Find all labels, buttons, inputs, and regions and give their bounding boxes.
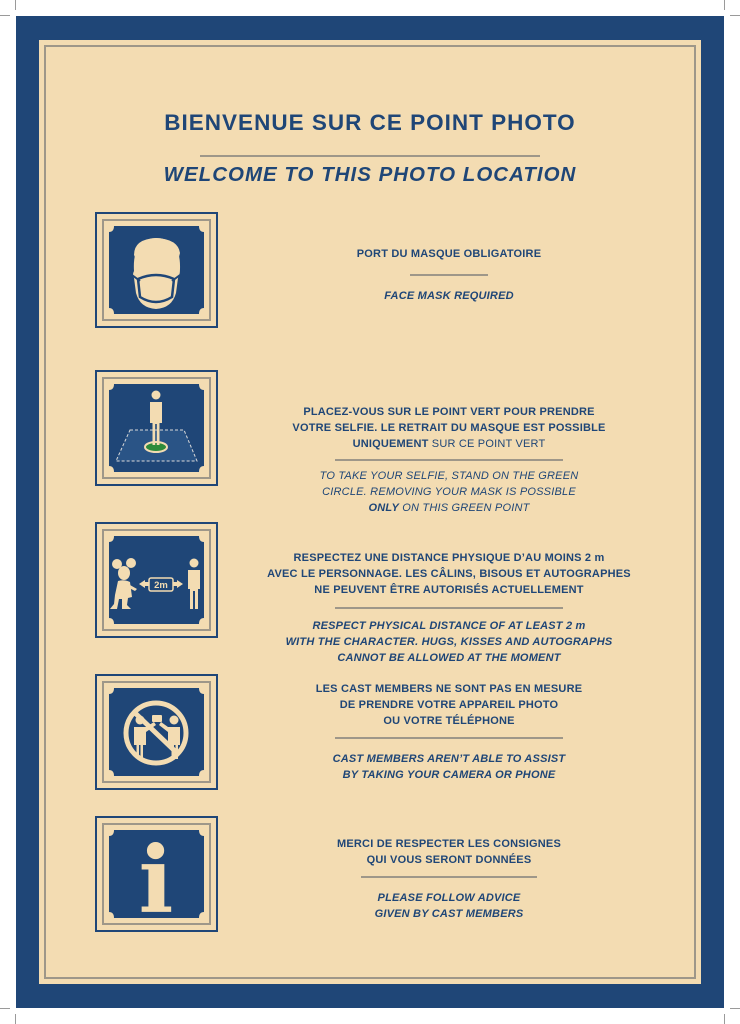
rule-no-camera-french: LES CAST MEMBERS NE SONT PAS EN MESURE DE PRENDRE VOTRE APPAREIL PHOTO OU VOTRE TÉLÉPHONE bbox=[315, 683, 583, 727]
rule-divider bbox=[335, 737, 563, 739]
rule-divider bbox=[361, 876, 537, 878]
rule-mask-text bbox=[259, 246, 639, 304]
sign-panel bbox=[39, 40, 701, 984]
title-divider bbox=[200, 155, 540, 157]
title-english: WELCOME TO THIS PHOTO LOCATION bbox=[163, 163, 577, 186]
rule-green-point-text bbox=[259, 404, 639, 516]
green-point-icon bbox=[94, 369, 219, 487]
photo-location-sign bbox=[16, 16, 724, 1008]
rule-divider bbox=[335, 607, 563, 609]
rule-no-camera-english: CAST MEMBERS AREN’T ABLE TO ASSIST BY TAKING YOUR CAMERA OR PHONE bbox=[332, 753, 566, 781]
info-icon bbox=[94, 815, 219, 933]
rule-info-english: PLEASE FOLLOW ADVICE GIVEN BY CAST MEMBERS bbox=[374, 892, 524, 920]
rule-distance-english: RESPECT PHYSICAL DISTANCE OF AT LEAST 2 m WITH THE CHARACTER. HUGS, KISSES AND AUTOGRAPHS CANNOT BE ALLOWED AT THE MOMENT bbox=[285, 620, 613, 664]
title-french: BIENVENUE SUR CE POINT PHOTO bbox=[164, 110, 576, 135]
rule-divider bbox=[410, 274, 488, 276]
crop-mark bbox=[730, 15, 740, 16]
rule-mask-french: PORT DU MASQUE OBLIGATOIRE bbox=[356, 248, 542, 260]
crop-mark bbox=[724, 0, 725, 10]
rule-distance-french: RESPECTEZ UNE DISTANCE PHYSIQUE D’AU MOINS 2 m AVEC LE PERSONNAGE. LES CÂLINS, BISOUS ET AUTOGRAPHES NE PEUVENT ÊTRE AUTORISÉS ACTUELLEMENT bbox=[267, 552, 631, 596]
crop-mark bbox=[0, 1008, 10, 1009]
rule-no-camera-text bbox=[259, 681, 639, 783]
face-mask-icon bbox=[94, 211, 219, 329]
rule-green-point-english: TO TAKE YOUR SELFIE, STAND ON THE GREEN CIRCLE. REMOVING YOUR MASK IS POSSIBLE ONLY ON THIS GREEN POINT bbox=[319, 470, 579, 514]
crop-mark bbox=[724, 1014, 725, 1024]
crop-mark bbox=[0, 15, 10, 16]
rule-distance-text bbox=[249, 550, 649, 666]
crop-mark bbox=[730, 1008, 740, 1009]
rule-green-point-french: PLACEZ-VOUS SUR LE POINT VERT POUR PRENDRE VOTRE SELFIE. LE RETRAIT DU MASQUE EST POSSIBLE UNIQUEMENT SUR CE POINT VERT bbox=[292, 406, 606, 450]
rule-divider bbox=[335, 459, 563, 461]
rule-info-text bbox=[259, 836, 639, 922]
crop-mark bbox=[15, 0, 16, 10]
distance-icon bbox=[94, 521, 219, 639]
rule-mask-english: FACE MASK REQUIRED bbox=[384, 290, 514, 302]
no-camera-handoff-icon bbox=[94, 673, 219, 791]
rule-info-french: MERCI DE RESPECTER LES CONSIGNES QUI VOUS SERONT DONNÉES bbox=[337, 838, 561, 866]
info-glyph: i bbox=[138, 826, 174, 933]
crop-mark bbox=[15, 1014, 16, 1024]
distance-label: 2m bbox=[154, 580, 168, 591]
